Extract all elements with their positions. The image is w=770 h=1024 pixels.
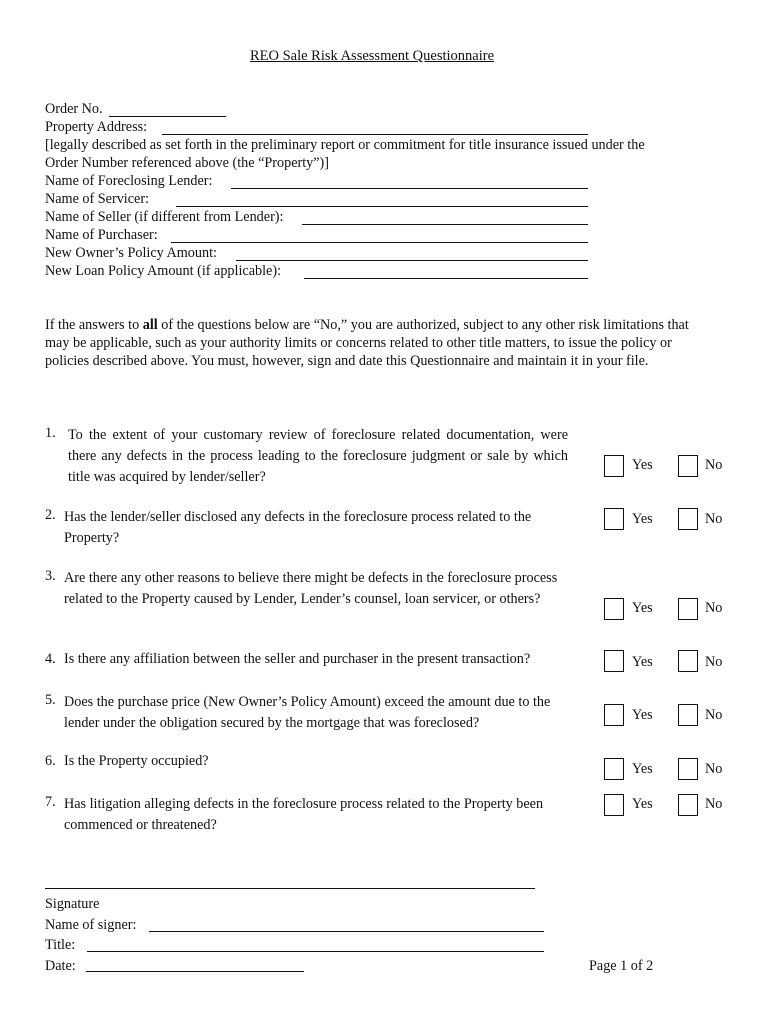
yes-checkbox[interactable] bbox=[604, 650, 624, 672]
question-number: 2. bbox=[45, 507, 56, 523]
question-number: 6. bbox=[45, 753, 56, 769]
yes-checkbox[interactable] bbox=[604, 794, 624, 816]
no-label: No bbox=[705, 761, 723, 777]
question-number: 3. bbox=[45, 568, 56, 584]
no-label: No bbox=[705, 511, 723, 527]
no-checkbox[interactable] bbox=[678, 598, 698, 620]
servicer-field[interactable] bbox=[176, 206, 588, 207]
no-checkbox[interactable] bbox=[678, 508, 698, 530]
document-title: REO Sale Risk Assessment Questionnaire bbox=[249, 48, 495, 64]
yes-checkbox[interactable] bbox=[604, 704, 624, 726]
legal-description-line-2: Order Number referenced above (the “Property”)] bbox=[45, 155, 329, 171]
order-no-field[interactable] bbox=[109, 116, 226, 117]
purchaser-field[interactable] bbox=[171, 242, 588, 243]
servicer-label: Name of Servicer: bbox=[45, 191, 149, 207]
no-label: No bbox=[705, 600, 723, 616]
yes-checkbox[interactable] bbox=[604, 598, 624, 620]
question-text: Does the purchase price (New Owner’s Policy Amount) exceed the amount due to the lender under the obligation secured by the mortgage that was foreclosed? bbox=[64, 694, 551, 731]
yes-label: Yes bbox=[632, 796, 653, 812]
yes-label: Yes bbox=[632, 707, 653, 723]
instructions-text-before: If the answers to bbox=[45, 317, 143, 333]
foreclosing-lender-label: Name of Foreclosing Lender: bbox=[45, 173, 213, 189]
signer-name-field[interactable] bbox=[149, 931, 544, 932]
signer-name-label: Name of signer: bbox=[45, 917, 137, 933]
question-number: 5. bbox=[45, 692, 56, 708]
yes-label: Yes bbox=[632, 511, 653, 527]
question-text: Is the Property occupied? bbox=[64, 753, 209, 769]
question-number: 7. bbox=[45, 794, 56, 810]
order-no-label: Order No. bbox=[45, 101, 103, 117]
yes-label: Yes bbox=[632, 761, 653, 777]
signer-title-field[interactable] bbox=[87, 951, 544, 952]
legal-description-line-1: [legally described as set forth in the preliminary report or commitment for title insurance issued under the bbox=[45, 137, 645, 153]
question-text: To the extent of your customary review of foreclosure related documentation, were there any defects in the process leading to the foreclosure judgment or sale by which title was acquired by lender/seller? bbox=[68, 427, 568, 485]
no-label: No bbox=[705, 654, 723, 670]
signer-title-label: Title: bbox=[45, 937, 76, 953]
page-number: Page 1 of 2 bbox=[589, 958, 654, 974]
question-number: 4. bbox=[45, 651, 56, 667]
no-label: No bbox=[705, 457, 723, 473]
no-checkbox[interactable] bbox=[678, 794, 698, 816]
no-label: No bbox=[705, 796, 723, 812]
yes-label: Yes bbox=[632, 600, 653, 616]
no-checkbox[interactable] bbox=[678, 455, 698, 477]
no-checkbox[interactable] bbox=[678, 758, 698, 780]
yes-checkbox[interactable] bbox=[604, 758, 624, 780]
yes-checkbox[interactable] bbox=[604, 508, 624, 530]
instructions-text-after: of the questions below are “No,” you are authorized, subject to any other risk limitations that may be applicable, such as your authority limits or concerns related to other title matters, to issue the policy or policies described above. You must, however, sign and date this Questionnaire and maintain it in your file. bbox=[45, 317, 689, 369]
yes-checkbox[interactable] bbox=[604, 455, 624, 477]
question-text: Are there any other reasons to believe there might be defects in the foreclosure process related to the Property caused by Lender, Lender’s counsel, loan servicer, or others? bbox=[64, 570, 558, 607]
signature-label: Signature bbox=[45, 896, 100, 912]
no-checkbox[interactable] bbox=[678, 650, 698, 672]
foreclosing-lender-field[interactable] bbox=[231, 188, 588, 189]
question-number: 1. bbox=[45, 425, 56, 441]
yes-label: Yes bbox=[632, 654, 653, 670]
question-text: Has the lender/seller disclosed any defects in the foreclosure process related to the Property? bbox=[64, 509, 532, 546]
no-checkbox[interactable] bbox=[678, 704, 698, 726]
instructions-paragraph bbox=[45, 316, 705, 370]
purchaser-label: Name of Purchaser: bbox=[45, 227, 158, 243]
loan-policy-field[interactable] bbox=[304, 278, 588, 279]
no-label: No bbox=[705, 707, 723, 723]
seller-label: Name of Seller (if different from Lender): bbox=[45, 209, 284, 225]
date-field[interactable] bbox=[86, 971, 304, 972]
instructions-emphasis: all bbox=[142, 317, 158, 333]
date-label: Date: bbox=[45, 958, 76, 974]
property-address-field[interactable] bbox=[162, 134, 588, 135]
property-address-label: Property Address: bbox=[45, 119, 148, 135]
yes-label: Yes bbox=[632, 457, 653, 473]
seller-field[interactable] bbox=[302, 224, 588, 225]
question-text: Is there any affiliation between the seller and purchaser in the present transaction? bbox=[64, 651, 531, 667]
loan-policy-label: New Loan Policy Amount (if applicable): bbox=[45, 263, 282, 279]
owner-policy-field[interactable] bbox=[236, 260, 588, 261]
owner-policy-label: New Owner’s Policy Amount: bbox=[45, 245, 217, 261]
signature-line[interactable] bbox=[45, 888, 535, 889]
question-text: Has litigation alleging defects in the foreclosure process related to the Property been commenced or threatened? bbox=[64, 796, 544, 833]
